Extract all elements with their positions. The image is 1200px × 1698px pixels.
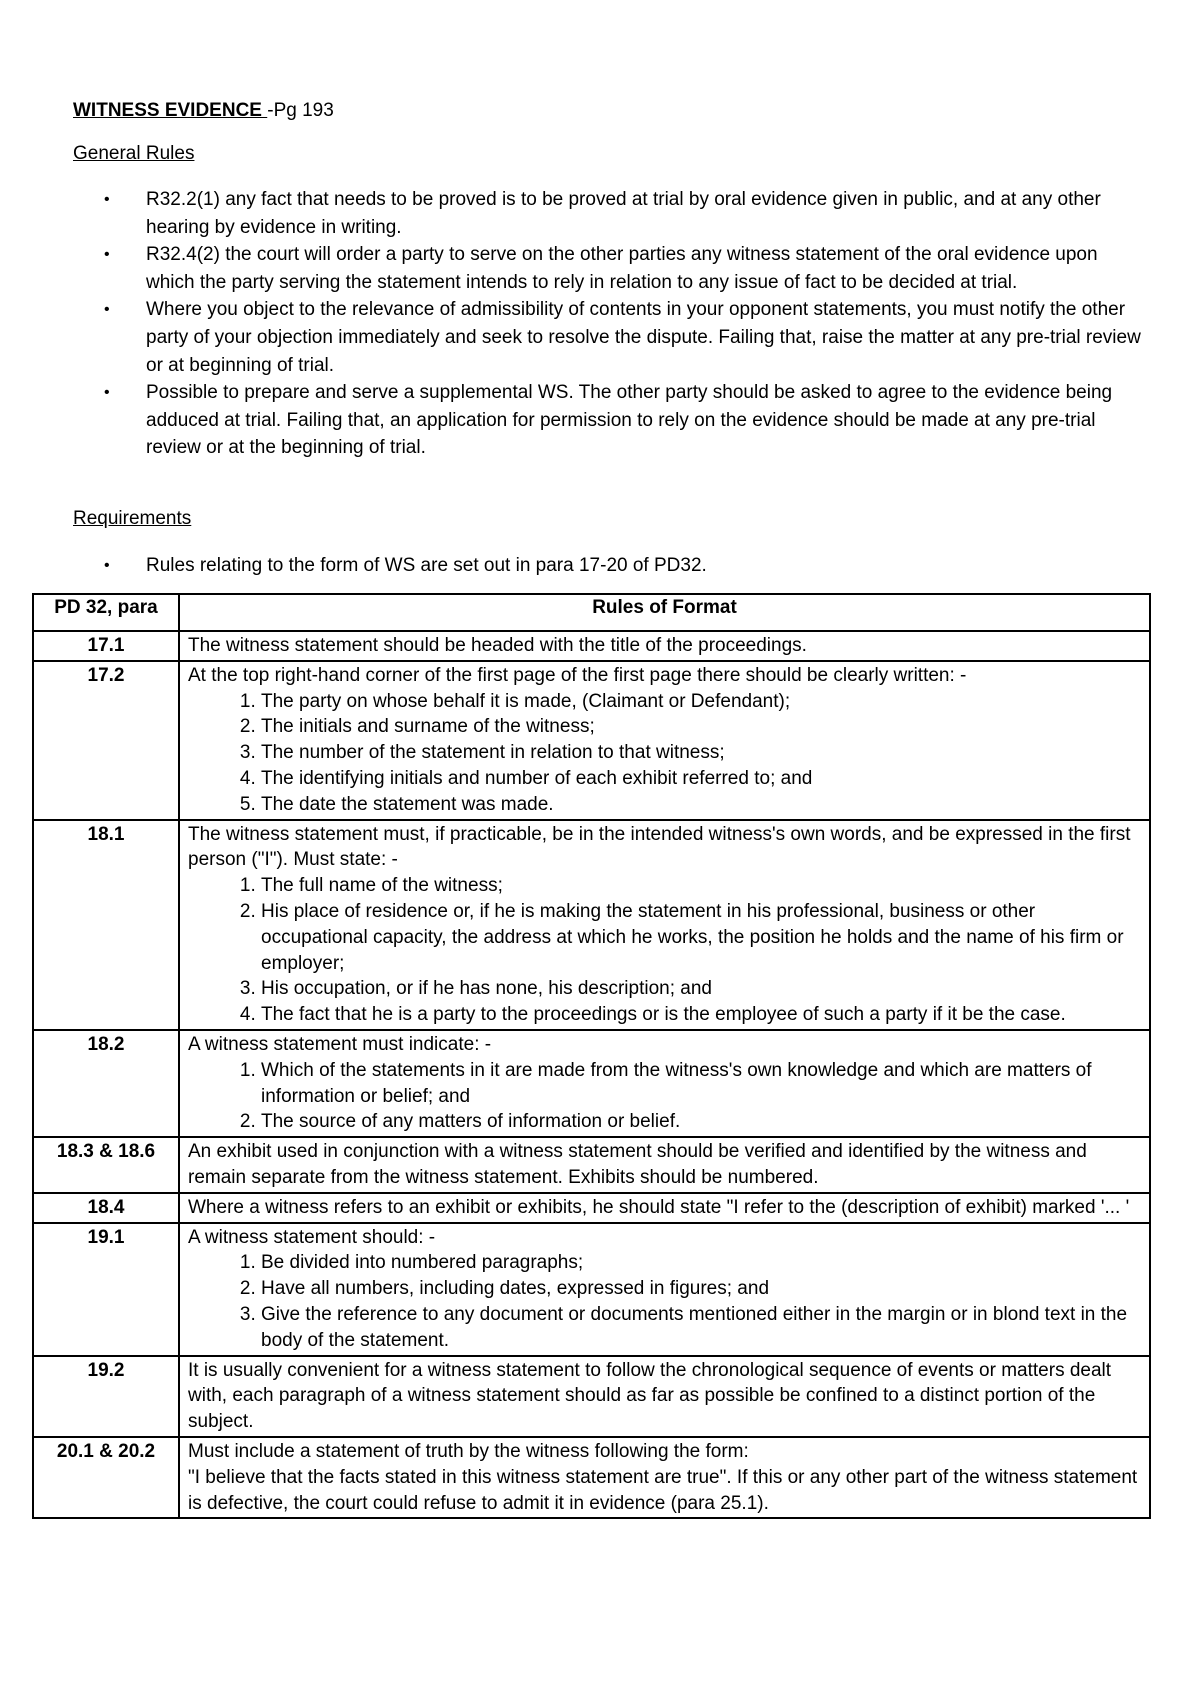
rule-numbered-list — [188, 873, 1141, 1028]
rule-text: Where a witness refers to an exhibit or exhibits, he should state "I refer to the (description of exhibit) marked '... ' — [188, 1196, 1130, 1218]
rule-list-item: 3. His occupation, or if he has none, his description; and — [261, 976, 1141, 1002]
list-item — [73, 296, 1143, 379]
para-cell: 17.1 — [33, 631, 179, 661]
rule-text: A witness statement should: - — [188, 1226, 436, 1248]
rule-numbered-list — [188, 1250, 1141, 1353]
rule-list-item: 1. Which of the statements in it are made from the witness's own knowledge and which are matters of information or belief; and — [261, 1058, 1141, 1110]
rule-list-item: 3. The number of the statement in relation to that witness; — [261, 740, 1141, 766]
rule-list-item: 4. The fact that he is a party to the proceedings or is the employee of such a party if it be the case. — [261, 1002, 1141, 1028]
rule-list-item: 1. The party on whose behalf it is made, (Claimant or Defendant); — [261, 689, 1141, 715]
para-cell: 19.1 — [33, 1223, 179, 1356]
para-cell: 18.3 & 18.6 — [33, 1137, 179, 1193]
rule-cell — [179, 1193, 1150, 1223]
rule-text: An exhibit used in conjunction with a witness statement should be verified and identified by the witness and remain separate from the witness statement. Exhibits should be numbered. — [188, 1141, 1087, 1188]
bullet-icon: • — [104, 191, 110, 208]
list-item-text: Rules relating to the form of WS are set out in para 17-20 of PD32. — [146, 555, 707, 576]
bullet-icon: • — [104, 246, 110, 264]
rule-numbered-list — [188, 1058, 1141, 1135]
list-item — [73, 186, 1143, 241]
table-row — [33, 1223, 1150, 1356]
requirements-heading: Requirements — [73, 508, 192, 529]
column-header-para: PD 32, para — [33, 594, 179, 631]
rule-text-continued: "I believe that the facts stated in this witness statement are true". If this or any other part of the witness statement is defective, the court could refuse to admit it in evidence (para 25.1). — [188, 1466, 1138, 1514]
rule-cell — [179, 631, 1150, 661]
rule-text: The witness statement must, if practicable, be in the intended witness's own words, and be expressed in the first person ("I"). Must state: - — [188, 823, 1131, 871]
table-row — [33, 1193, 1150, 1223]
table-row — [33, 631, 1150, 661]
rule-cell — [179, 1223, 1150, 1356]
column-header-rules: Rules of Format — [179, 594, 1150, 631]
rule-cell — [179, 1137, 1150, 1193]
para-cell: 18.2 — [33, 1030, 179, 1137]
table-header-row — [33, 594, 1150, 631]
general-rules-list — [73, 186, 1143, 462]
requirements-list — [73, 552, 1143, 580]
table-row — [33, 1356, 1150, 1437]
list-item — [73, 241, 1143, 296]
table-row — [33, 820, 1150, 1030]
rule-list-item: 3. Give the reference to any document or documents mentioned either in the margin or in blond text in the body of the statement. — [261, 1302, 1141, 1354]
rule-list-item: 5. The date the statement was made. — [261, 792, 1141, 818]
rule-text: A witness statement must indicate: - — [188, 1033, 492, 1055]
rule-cell — [179, 661, 1150, 820]
page-title-main: WITNESS EVIDENCE — [73, 100, 268, 121]
table-row — [33, 1437, 1150, 1518]
table-row — [33, 661, 1150, 820]
bullet-icon: • — [104, 384, 110, 402]
list-item-text: R32.4(2) the court will order a party to serve on the other parties any witness statement of the oral evidence upon which the party serving the statement intends to rely in relation to any issue of fact to be decided at trial. — [146, 244, 1098, 293]
rule-list-item: 1. The full name of the witness; — [261, 873, 1141, 899]
rule-list-item: 2. The source of any matters of information or belief. — [261, 1109, 1141, 1135]
rules-table — [32, 593, 1151, 1519]
rule-text: It is usually convenient for a witness statement to follow the chronological sequence of events or matters dealt with, each paragraph of a witness statement should as far as possible be confined to a distinct portion of the subject. — [188, 1359, 1112, 1433]
rule-list-item: 2. The initials and surname of the witness; — [261, 714, 1141, 740]
bullet-icon: • — [104, 301, 110, 319]
table-row — [33, 1137, 1150, 1193]
para-cell: 20.1 & 20.2 — [33, 1437, 179, 1518]
para-cell: 17.2 — [33, 661, 179, 820]
para-cell: 19.2 — [33, 1356, 179, 1437]
rule-cell — [179, 1030, 1150, 1137]
rule-cell — [179, 1356, 1150, 1437]
list-item-text: Possible to prepare and serve a supplemental WS. The other party should be asked to agree to the evidence being adduced at trial. Failing that, an application for permission to rely on the evidence should be made at any pre-trial review or at the beginning of trial. — [146, 382, 1113, 459]
rule-list-item: 2. His place of residence or, if he is making the statement in his professional, business or other occupational capacity, the address at which he works, the position he holds and the name of his firm or employer; — [261, 899, 1141, 976]
page-title-suffix: -Pg 193 — [267, 100, 334, 121]
list-item-text: Where you object to the relevance of admissibility of contents in your opponent statements, you must notify the other party of your objection immediately and seek to resolve the dispute. Failing that, raise the matter at any pre-trial review or at beginning of trial. — [146, 299, 1141, 376]
table-row — [33, 1030, 1150, 1137]
rule-list-item: 2. Have all numbers, including dates, expressed in figures; and — [261, 1276, 1141, 1302]
rule-text: At the top right-hand corner of the first page of the first page there should be clearly written: - — [188, 664, 967, 686]
list-item — [73, 552, 1143, 580]
bullet-icon: • — [104, 557, 110, 574]
general-rules-heading: General Rules — [73, 143, 195, 164]
para-cell: 18.1 — [33, 820, 179, 1030]
list-item-text: R32.2(1) any fact that needs to be proved is to be proved at trial by oral evidence given in public, and at any other hearing by evidence in writing. — [146, 189, 1101, 238]
rule-text: Must include a statement of truth by the witness following the form: — [188, 1440, 749, 1462]
rule-numbered-list — [188, 689, 1141, 818]
rule-cell — [179, 820, 1150, 1030]
rule-cell — [179, 1437, 1150, 1518]
page-title — [73, 99, 334, 123]
rule-text: The witness statement should be headed with the title of the proceedings. — [188, 635, 807, 656]
list-item — [73, 379, 1143, 462]
rule-list-item: 1. Be divided into numbered paragraphs; — [261, 1250, 1141, 1276]
rule-list-item: 4. The identifying initials and number of each exhibit referred to; and — [261, 766, 1141, 792]
para-cell: 18.4 — [33, 1193, 179, 1223]
